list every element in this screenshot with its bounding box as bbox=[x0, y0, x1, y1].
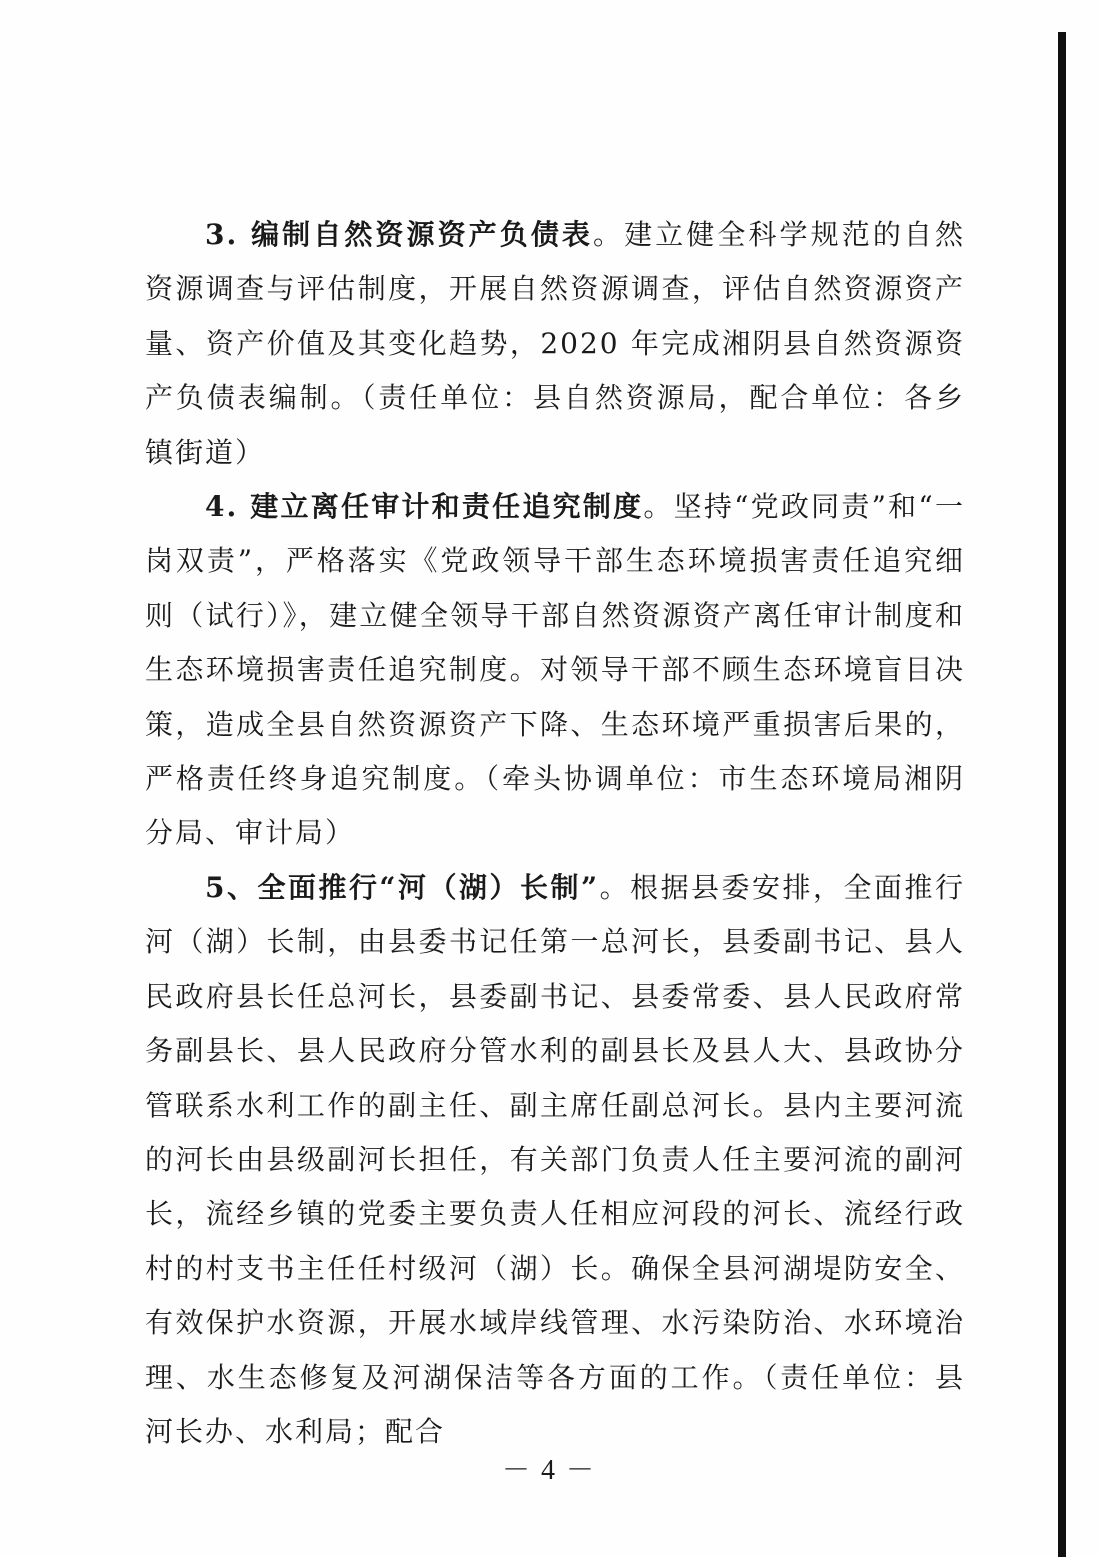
paragraph-body: 。根据县委安排，全面推行河（湖）长制，由县委书记任第一总河长，县委副书记、县人民政府县长任总河长，县委副书记、县委常委、县人民政府常务副县长、县人民政府分管水利的副县长及县人大、县政协分管联系水利工作的副主任、副主席任副总河长。县内主要河流的河长由县级副河长担任，有关部门负责人任主要河流的副河长，流经乡镇的党委主要负责人任相应河段的河长、流经行政村的村支书主任任村级河（湖）长。确保全县河湖堤防安全、有效保护水资源，开展水域岸线管理、水污染防治、水环境治理、水生态修复及河湖保洁等各方面的工作。（责任单位：县河长办、水利局；配合 bbox=[145, 870, 965, 1448]
paragraph-item-5 bbox=[145, 861, 965, 1459]
paragraph-body: 。坚持“党政同责”和“一岗双责”，严格落实《党政领导干部生态环境损害责任追究细则（试行）》，建立健全领导干部自然资源资产离任审计制度和生态环境损害责任追究制度。对领导干部不顾生态环境盲目决策，造成全县自然资源资产下降、生态环境严重损害后果的，严格责任终身追究制度。（牵头协调单位：市生态环境局湘阴分局、审计局） bbox=[145, 490, 965, 850]
paragraph-item-3 bbox=[145, 208, 965, 480]
paragraph-heading: 4. 建立离任审计和责任追究制度 bbox=[205, 490, 644, 524]
paragraph-heading: 3. 编制自然资源资产负债表 bbox=[205, 218, 594, 251]
paragraph-heading: 5、全面推行“河（湖）长制” bbox=[205, 870, 600, 904]
paragraph-item-4 bbox=[145, 480, 965, 861]
page-number: － 4 － bbox=[501, 1455, 596, 1486]
scan-edge-bar bbox=[1058, 32, 1066, 1557]
document-body bbox=[145, 208, 965, 1459]
paragraph-body: 。建立健全科学规范的自然资源调查与评估制度，开展自然资源调查，评估自然资源资产量、资产价值及其变化趋势，2020 年完成湘阴县自然资源资产负债表编制。（责任单位：县自然资源局，配合单位：各乡镇街道） bbox=[145, 218, 965, 469]
